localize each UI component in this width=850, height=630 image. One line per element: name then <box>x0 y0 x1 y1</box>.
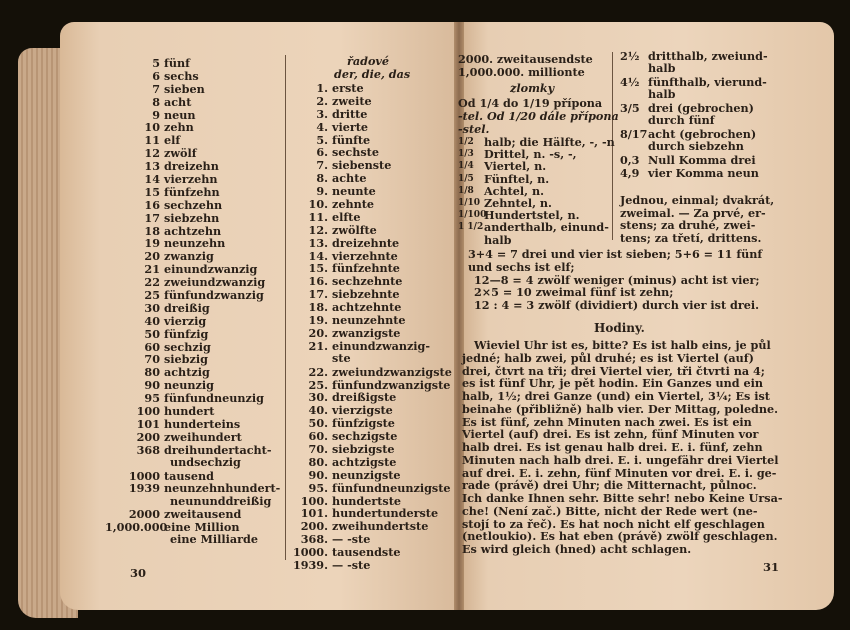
hodiny-heading: Hodiny. <box>594 321 645 335</box>
hodiny-line: drei, čtvrt na tři; drei Viertel vier, tři čtvrti na 4; <box>462 363 765 378</box>
ordinal-word <box>332 456 452 469</box>
cardinal-word-line: siebzig <box>164 352 208 367</box>
ordinal-number: 4. <box>316 119 328 134</box>
ordinal-subheading: der, die, das <box>334 67 411 81</box>
cardinal-word-line: sechzig <box>164 339 211 354</box>
cardinal-word-line: undsechzig <box>170 455 241 470</box>
ordinal-word-line: sechste <box>332 145 379 160</box>
ordinal-number: 60. <box>308 429 328 444</box>
ordinal-number: 7. <box>316 158 328 173</box>
ordinal-word <box>332 366 452 379</box>
cardinal-word-line: fünfundzwanzig <box>164 288 264 303</box>
mixed-word-line: halb <box>648 87 676 102</box>
fraction-word-line: halb; die Hälfte, -, -n <box>484 135 615 149</box>
ordinal-word-line: fünfzehnte <box>332 261 400 276</box>
ordinal-word-line: siebzehnte <box>332 287 400 302</box>
mixed-row <box>620 128 768 152</box>
ordinal-number: 8. <box>316 171 328 186</box>
ordinal-word-line: fünfundneunzigste <box>332 480 451 495</box>
cardinal-word-line: sechzehn <box>164 197 223 212</box>
cardinal-word-line: tausend <box>164 468 214 483</box>
ordinal-word <box>332 108 452 121</box>
cardinal-word-line: acht <box>164 94 192 109</box>
ordinal-number: 17. <box>308 287 328 302</box>
ordinal-word <box>332 237 452 250</box>
cardinal-word-line: fünfundneunzig <box>164 391 264 406</box>
cardinal-word-line: einundzwanzig <box>164 262 258 277</box>
cardinal-number: 12 <box>144 146 160 161</box>
cardinal-number: 8 <box>152 94 160 109</box>
hodiny-line: auf drei. E. i. zehn, fünf Minuten vor drei. E. i. ge- <box>462 465 777 480</box>
mixed-word-line: durch fünf <box>648 113 715 128</box>
ordinal-word <box>332 314 452 327</box>
mixed-word-line: dritthalb, zweiund- <box>648 49 768 63</box>
cardinal-numbers <box>105 56 168 547</box>
cardinal-number: 5 <box>152 56 160 70</box>
mixed-row <box>620 167 768 179</box>
ordinal-number: 16. <box>308 274 328 289</box>
ordinal-word-line: fünfundzwanzigste <box>332 377 451 392</box>
fraction-word-line: anderthalb, einund- <box>484 220 609 235</box>
ordinal-word-line: sechzigste <box>332 429 398 444</box>
ordinal-word-line: zweiundzwanzigste <box>332 364 452 379</box>
ordinal-number: 95. <box>308 480 328 495</box>
ordinal-number: 21. <box>308 338 328 353</box>
cardinal-word-line: dreizehn <box>164 159 219 174</box>
mixed-symbol: 4,9 <box>620 166 640 181</box>
page-number-left: 30 <box>130 566 147 580</box>
fraction-word <box>484 173 549 185</box>
cardinal-word-line: fünfzehn <box>164 184 220 199</box>
ordinal-number: 40. <box>308 403 328 418</box>
cardinal-number: 11 <box>144 133 160 148</box>
mixed-row <box>620 154 768 166</box>
cardinal-word-line: vierzehn <box>164 172 218 187</box>
hodiny-line: Ich danke Ihnen sehr. Bitte sehr! nebo Keine Ursa- <box>462 491 783 505</box>
cardinal-word-line: zwanzig <box>164 249 214 264</box>
einmal-line: tens; za třetí, drittens. <box>620 230 762 245</box>
cardinal-word-line: neunzehn <box>164 236 226 251</box>
ordinal-number: 10. <box>308 197 328 212</box>
fraction-symbol: 1/8 <box>458 185 474 196</box>
cardinal-word <box>164 328 280 341</box>
fraction-word-line: Achtel, n. <box>484 183 544 198</box>
ordinal-numbers <box>286 82 328 572</box>
cardinal-number: 21 <box>144 262 160 277</box>
fraction-symbol: 1/100 <box>458 210 487 221</box>
ordinal-word <box>332 121 452 134</box>
cardinal-word-line: zwölf <box>164 146 197 161</box>
mixed-symbol: 8/17 <box>620 126 648 141</box>
ordinal-word-line: vierte <box>332 119 369 134</box>
fraction-symbol: 1/3 <box>458 149 474 160</box>
cardinal-number: 15 <box>144 184 160 199</box>
ordinal-word-line: erste <box>332 81 364 95</box>
ordinal-number: 70. <box>308 441 328 456</box>
hodiny-line: Wieviel Uhr ist es, bitte? Es ist halb eins, je půl <box>474 338 771 352</box>
ordinal-word-line: neunzehnte <box>332 313 406 328</box>
ordinal-number: 13. <box>308 235 328 250</box>
cardinal-word-line: fünfzig <box>164 326 209 341</box>
hodiny-line: jedné; halb zwei, půl druhé; es ist Viertel (auf) <box>462 350 754 365</box>
cardinal-number: 368 <box>136 442 160 457</box>
ordinal-word <box>332 482 452 495</box>
ordinal-word-line: achtzigste <box>332 454 397 469</box>
ordinal-word-line: dritte <box>332 106 368 121</box>
ordinal-word-line: tausendste <box>332 545 401 560</box>
cardinal-number: 101 <box>136 416 160 431</box>
cardinal-number: 50 <box>144 326 160 341</box>
fraction-word-line: Drittel, n. -s, -, <box>484 147 577 162</box>
fraction-symbol: 1/10 <box>458 198 481 209</box>
cardinal-number: 90 <box>144 378 160 393</box>
mixed-symbol: 0,3 <box>620 152 640 167</box>
hodiny-line: halb, 1½; drei Ganze (und) ein Viertel, 3¼; Es ist <box>462 389 770 403</box>
ordinal-number: 30. <box>308 390 328 405</box>
cardinal-number: 20 <box>144 249 160 264</box>
ordinal-word <box>332 82 452 95</box>
cardinal-word <box>164 431 280 444</box>
ordinal-number: 15. <box>308 261 328 276</box>
fraction-word-line: Hundertstel, n. <box>484 208 580 223</box>
ordinal-word <box>332 469 452 482</box>
ordinal-number: 11. <box>308 209 328 224</box>
mixed-symbol: 2½ <box>620 49 640 63</box>
fraction-word-line: Viertel, n. <box>484 159 547 174</box>
cardinal-word <box>164 482 280 508</box>
ordinal-word-line: dreizehnte <box>332 235 400 250</box>
ordinal-word-line: — -ste <box>332 557 371 572</box>
hodiny-line: Minuten nach halb drei. E. i. ungefähr drei Viertel <box>462 452 779 467</box>
ordinal-word-line: hundertunderste <box>332 506 439 521</box>
einmal-line: Jednou, einmal; dvakrát, <box>620 193 775 207</box>
cardinal-number: 16 <box>144 197 160 212</box>
ordinal-number: 368. <box>300 532 328 547</box>
cardinal-word-line: neunzehnhundert- <box>164 481 281 496</box>
cardinal-word <box>164 444 280 470</box>
cardinal-number: 17 <box>144 210 160 225</box>
einmal-line: stens; za druhé, zwei- <box>620 218 756 233</box>
ordinal-word-line: siebzigste <box>332 441 395 456</box>
ordinal-number: 1939. <box>292 557 328 572</box>
cardinal-number: 14 <box>144 172 160 187</box>
ordinal-number: 50. <box>308 416 328 431</box>
mixed-word-line: drei (gebrochen) <box>648 100 754 115</box>
fraction-row <box>458 173 615 185</box>
cardinal-word <box>164 121 280 134</box>
fraction-symbol: 1/2 <box>458 137 474 147</box>
cardinal-number: 22 <box>144 275 160 290</box>
ordinal-word-line: siebenste <box>332 158 392 173</box>
ordinal-word-line: — -ste <box>332 532 371 547</box>
ordinal-word <box>332 559 452 572</box>
ordinal-word-line: vierzehnte <box>332 248 398 263</box>
ordinal-number: 18. <box>308 300 328 315</box>
cardinal-number: 95 <box>144 391 160 406</box>
mixed-word-line: acht (gebrochen) <box>648 126 757 141</box>
top-line-2: 1,000.000. millionte <box>458 65 585 79</box>
ordinal-number: 200. <box>300 519 328 534</box>
mixed-row <box>620 50 768 74</box>
cardinal-number: 18 <box>144 223 160 238</box>
cardinal-word-line: dreißig <box>164 300 210 315</box>
cardinal-word <box>164 186 280 199</box>
cardinal-word-line: zweiundzwanzig <box>164 275 266 290</box>
hodiny-paragraph <box>462 338 783 556</box>
ordinal-words <box>332 82 452 572</box>
einmal-text <box>620 194 774 244</box>
ordinal-number: 9. <box>316 184 328 199</box>
ordinal-word-line: achte <box>332 171 367 186</box>
fraction-word <box>484 221 609 245</box>
ordinal-word-line: ste <box>332 351 351 366</box>
cardinal-word-line: siebzehn <box>164 210 220 225</box>
mixed-word <box>648 154 756 166</box>
fraction-intro-1: Od 1/4 do 1/19 přípona <box>458 96 603 110</box>
cardinal-word-line: sieben <box>164 81 205 96</box>
mixed-word-line: Null Komma drei <box>648 152 756 167</box>
arithmetic-line: und sechs ist elf; <box>468 259 575 274</box>
top-line-1: 2000. zweitausendste <box>458 52 593 66</box>
fractions-heading: zlomky <box>510 81 555 95</box>
mixed-word <box>648 128 756 152</box>
cardinal-word-line: zehn <box>164 120 194 135</box>
mixed-word <box>648 167 759 179</box>
ordinal-word <box>332 211 452 224</box>
cardinal-number: 19 <box>144 236 160 251</box>
ordinal-number: 3. <box>316 106 328 121</box>
mixed-word-line: vier Komma neun <box>648 166 759 181</box>
mixed-symbol: 3/5 <box>620 100 640 115</box>
ordinal-number: 80. <box>308 454 328 469</box>
ordinal-word-line: neunte <box>332 184 376 199</box>
cardinal-number: 1000 <box>128 468 160 483</box>
cardinal-word <box>164 83 280 96</box>
ordinal-word-line: zweite <box>332 93 372 108</box>
cardinal-word <box>164 199 280 212</box>
ordinal-number: 90. <box>308 467 328 482</box>
ordinal-word-line: hundertste <box>332 493 401 508</box>
ordinal-number: 20. <box>308 325 328 340</box>
fraction-symbol: 1 1/2 <box>458 222 484 233</box>
cardinal-number: 60 <box>144 339 160 354</box>
mixed-row <box>620 102 768 126</box>
ordinal-word-line: neunzigste <box>332 467 401 482</box>
cardinal-number: 100 <box>136 404 160 419</box>
ordinal-word-line: zwanzigste <box>332 325 401 340</box>
cardinal-number: 10 <box>144 120 160 135</box>
cardinal-word <box>164 96 280 109</box>
ordinal-word-line: zwölfte <box>332 222 377 237</box>
cardinal-word <box>164 289 280 302</box>
ordinal-word-line: achtzehnte <box>332 300 402 315</box>
cardinal-word-line: hunderteins <box>164 416 241 431</box>
cardinal-number: 80 <box>144 365 160 380</box>
cardinal-number: 40 <box>144 313 160 328</box>
ordinal-heading: řadové <box>347 54 390 68</box>
cardinal-word-line: vierzig <box>164 313 207 328</box>
mixed-word-line: halb <box>648 61 676 76</box>
hodiny-line: Es ist fünf, zehn Minuten nach zwei. Es ist ein <box>462 414 752 429</box>
mixed-row <box>620 76 768 100</box>
mixed-fraction-list <box>620 50 768 181</box>
fraction-word-line: Fünftel, n. <box>484 171 550 186</box>
ordinal-word-line: fünfte <box>332 132 371 147</box>
cardinal-word-line: eine Milliarde <box>170 532 258 547</box>
ordinal-word-line: zehnte <box>332 197 375 212</box>
cardinal-word <box>164 70 280 83</box>
arithmetic-lines <box>468 248 762 312</box>
cardinal-word <box>164 57 280 70</box>
fraction-word-line: Zehntel, n. <box>484 196 552 211</box>
mixed-symbol: 4½ <box>620 74 640 89</box>
cardinal-word <box>164 173 280 186</box>
mixed-word <box>648 76 767 100</box>
ordinal-number: 1000. <box>292 545 328 560</box>
cardinal-word <box>164 521 280 547</box>
arithmetic-line: 2×5 = 10 zweimal fünf ist zehn; <box>474 285 674 300</box>
cardinal-number: 13 <box>144 159 160 174</box>
ordinal-word-line: zweihundertste <box>332 519 429 534</box>
fraction-list <box>458 136 615 246</box>
arithmetic-line: 3+4 = 7 drei und vier ist sieben; 5+6 = 11 fünf <box>468 247 763 261</box>
ordinal-number: 2. <box>316 93 328 108</box>
fraction-symbol: 1/4 <box>458 161 474 172</box>
cardinal-word-line: zweitausend <box>164 507 242 522</box>
cardinal-word-line: neununddreißig <box>170 493 272 508</box>
cardinal-word-line: achtzig <box>164 365 210 380</box>
ordinal-number: 6. <box>316 145 328 160</box>
ordinal-word <box>332 327 452 340</box>
hodiny-line: rade (právě) drei Uhr; die Mitternacht, půlnoc. <box>462 478 757 493</box>
cardinal-number: 6 <box>152 68 160 83</box>
cardinal-word-line: eine Million <box>164 520 240 535</box>
arithmetic-line: 12—8 = 4 zwölf weniger (minus) acht ist vier; <box>474 272 760 287</box>
cardinal-word-line: elf <box>164 133 181 148</box>
cardinal-word <box>164 405 280 418</box>
cardinal-word <box>164 418 280 431</box>
ordinal-word-line: einundzwanzig- <box>332 338 431 353</box>
ordinal-number: 25. <box>308 377 328 392</box>
cardinal-word-line: fünf <box>164 56 190 70</box>
fraction-row <box>458 221 615 245</box>
ordinal-number: 14. <box>308 248 328 263</box>
hodiny-line: es ist fünf Uhr, je pět hodin. Ein Ganzes und ein <box>462 376 764 391</box>
hodiny-line: che! (Není zač.) Bitte, nicht der Rede wert (ne- <box>462 503 758 518</box>
cardinal-word <box>164 302 280 315</box>
cardinal-word-line: neun <box>164 107 196 122</box>
hodiny-line: stojí to za řeč). Es hat noch nicht elf geschlagen <box>462 516 765 531</box>
ordinal-number: 100. <box>300 493 328 508</box>
fraction-word <box>484 160 546 172</box>
cardinal-number: 9 <box>152 107 160 122</box>
fraction-symbol: 1/5 <box>458 173 474 184</box>
ordinal-word <box>332 340 452 366</box>
ordinal-word <box>332 443 452 456</box>
fraction-intro-2: -tel. Od 1/20 dále přípona <box>458 109 619 123</box>
fraction-intro-3: -stel. <box>458 122 490 136</box>
ordinal-word-line: elfte <box>332 209 361 224</box>
cardinal-word-line: sechs <box>164 68 199 83</box>
mixed-word <box>648 50 768 74</box>
cardinal-number: 1,000.000 <box>105 520 168 535</box>
ordinal-word <box>332 198 452 211</box>
ordinal-number: 19. <box>308 313 328 328</box>
cardinal-number: 2000 <box>128 507 160 522</box>
arithmetic-line: 12 : 4 = 3 zwölf (dividiert) durch vier ist drei. <box>474 298 760 313</box>
ordinal-word <box>332 95 452 108</box>
hodiny-line: beinahe (přibližně) halb vier. Der Mittag, poledne. <box>462 401 779 416</box>
hodiny-line: Viertel (auf) drei. Es ist zehn, fünf Minuten vor <box>462 427 759 442</box>
cardinal-word-line: dreihundertacht- <box>164 442 272 457</box>
cardinal-number: 70 <box>144 352 160 367</box>
ordinal-number: 22. <box>308 364 328 379</box>
cardinal-word <box>164 315 280 328</box>
cardinal-number: 200 <box>136 429 160 444</box>
cardinal-number: 30 <box>144 300 160 315</box>
cardinal-word-line: zweihundert <box>164 429 242 444</box>
einmal-line: zweimal. — Za prvé, er- <box>620 205 766 220</box>
fraction-word-line: halb <box>484 232 512 247</box>
hodiny-line: (netloukio). Es hat eben (právě) zwölf geschlagen. <box>462 529 778 544</box>
fraction-row <box>458 160 615 172</box>
mixed-word <box>648 102 754 126</box>
page-number-right: 31 <box>763 560 780 574</box>
mixed-word-line: fünfthalb, vierund- <box>648 74 767 89</box>
ordinal-word <box>332 224 452 237</box>
cardinal-words <box>164 57 280 547</box>
cardinal-number: 25 <box>144 288 160 303</box>
cardinal-number: 1939 <box>128 481 160 496</box>
mixed-word-line: durch siebzehn <box>648 138 744 153</box>
cardinal-word <box>164 212 280 225</box>
ordinal-number: 5. <box>316 132 328 147</box>
ordinal-word-line: dreißigste <box>332 390 397 405</box>
ordinal-number: 12. <box>308 222 328 237</box>
cardinal-word-line: achtzehn <box>164 223 222 238</box>
ordinal-word-line: sechzehnte <box>332 274 403 289</box>
ordinal-word-line: vierzigste <box>332 403 393 418</box>
cardinal-word-line: neunzig <box>164 378 214 393</box>
ordinal-number: 1. <box>316 81 328 95</box>
cardinal-number: 7 <box>152 81 160 96</box>
cardinal-word-line: hundert <box>164 404 215 419</box>
ordinal-word-line: fünfzigste <box>332 416 395 431</box>
ordinal-number: 101. <box>300 506 328 521</box>
hodiny-line: Es wird gleich (hned) acht schlagen. <box>462 542 692 556</box>
hodiny-line: halb drei. Es ist genau halb drei. E. i. fünf, zehn <box>462 440 763 454</box>
